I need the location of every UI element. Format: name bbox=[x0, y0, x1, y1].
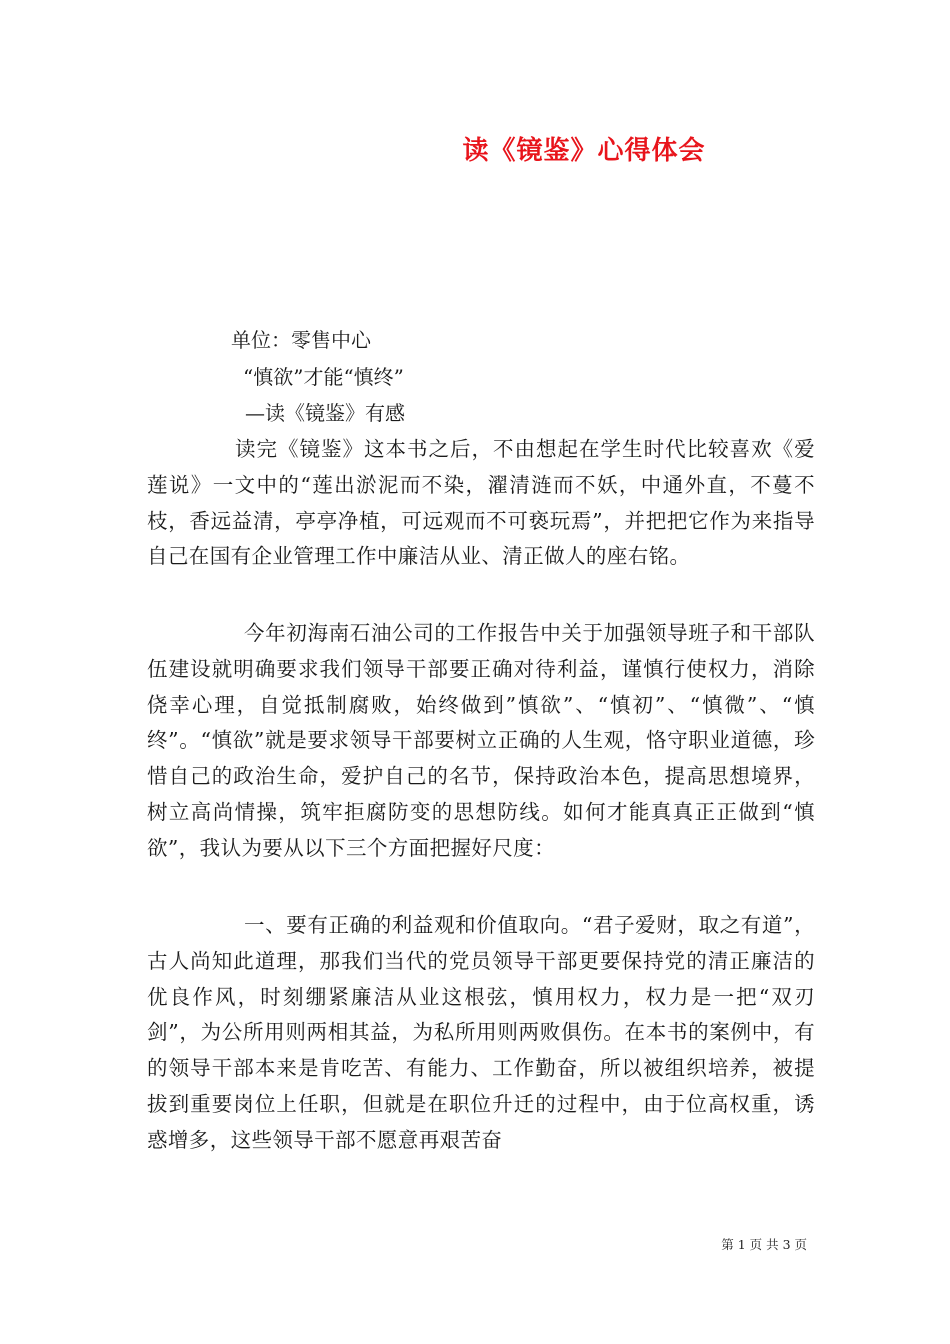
body-paragraph: 读完《镜鉴》这本书之后，不由想起在学生时代比较喜欢《爱莲说》一文中的“莲出淤泥而不染，濯清涟而不妖，中通外直，不蔓不枝，香远益清，亭亭净植，可远观而不可亵玩焉”，并把把它作为来指导自己在国有企业管理工作中廉洁从业、清正做人的座右铭。 bbox=[147, 437, 815, 569]
page-number-footer: 第 1 页 共 3 页 bbox=[721, 1237, 807, 1252]
body-paragraph: 一、要有正确的利益观和价值取向。“君子爱财，取之有道”，古人尚知此道理，那我们当代的党员领导干部更要保持党的清正廉洁的优良作风，时刻绷紧廉洁从业这根弦，慎用权力，权力是一把“双刃剑”，为公所用则两相其益，为私所用则两败俱伤。在本书的案例中，有的领导干部本来是肯吃苦、有能力、工作勤奋，所以被组织培养，被提拔到重要岗位上任职，但就是在职位升迁的过程中，由于位高权重，诱惑增多，这些领导干部不愿意再艰苦奋 bbox=[147, 913, 815, 1152]
body-paragraph: 今年初海南石油公司的工作报告中关于加强领导班子和干部队伍建设就明确要求我们领导干部要正确对待利益，谨慎行使权力，消除侥幸心理，自觉抵制腐败，始终做到”慎欲”、“慎初”、“慎微”、“慎终”。“慎欲”就是要求领导干部要树立正确的人生观，恪守职业道德，珍惜自己的政治生命，爱护自己的名节，保持政治本色，提高思想境界，树立高尚情操，筑牢拒腐防变的思想防线。如何才能真真正正做到“慎欲”，我认为要从以下三个方面把握好尺度： bbox=[147, 621, 815, 860]
essay-subtitle: “慎欲”才能“慎终” bbox=[243, 365, 404, 389]
page-title: 读《镜鉴》心得体会 bbox=[462, 136, 706, 166]
essay-subtitle-sub: —读《镜鉴》有感 bbox=[245, 401, 405, 425]
unit-line: 单位：零售中心 bbox=[231, 328, 371, 352]
